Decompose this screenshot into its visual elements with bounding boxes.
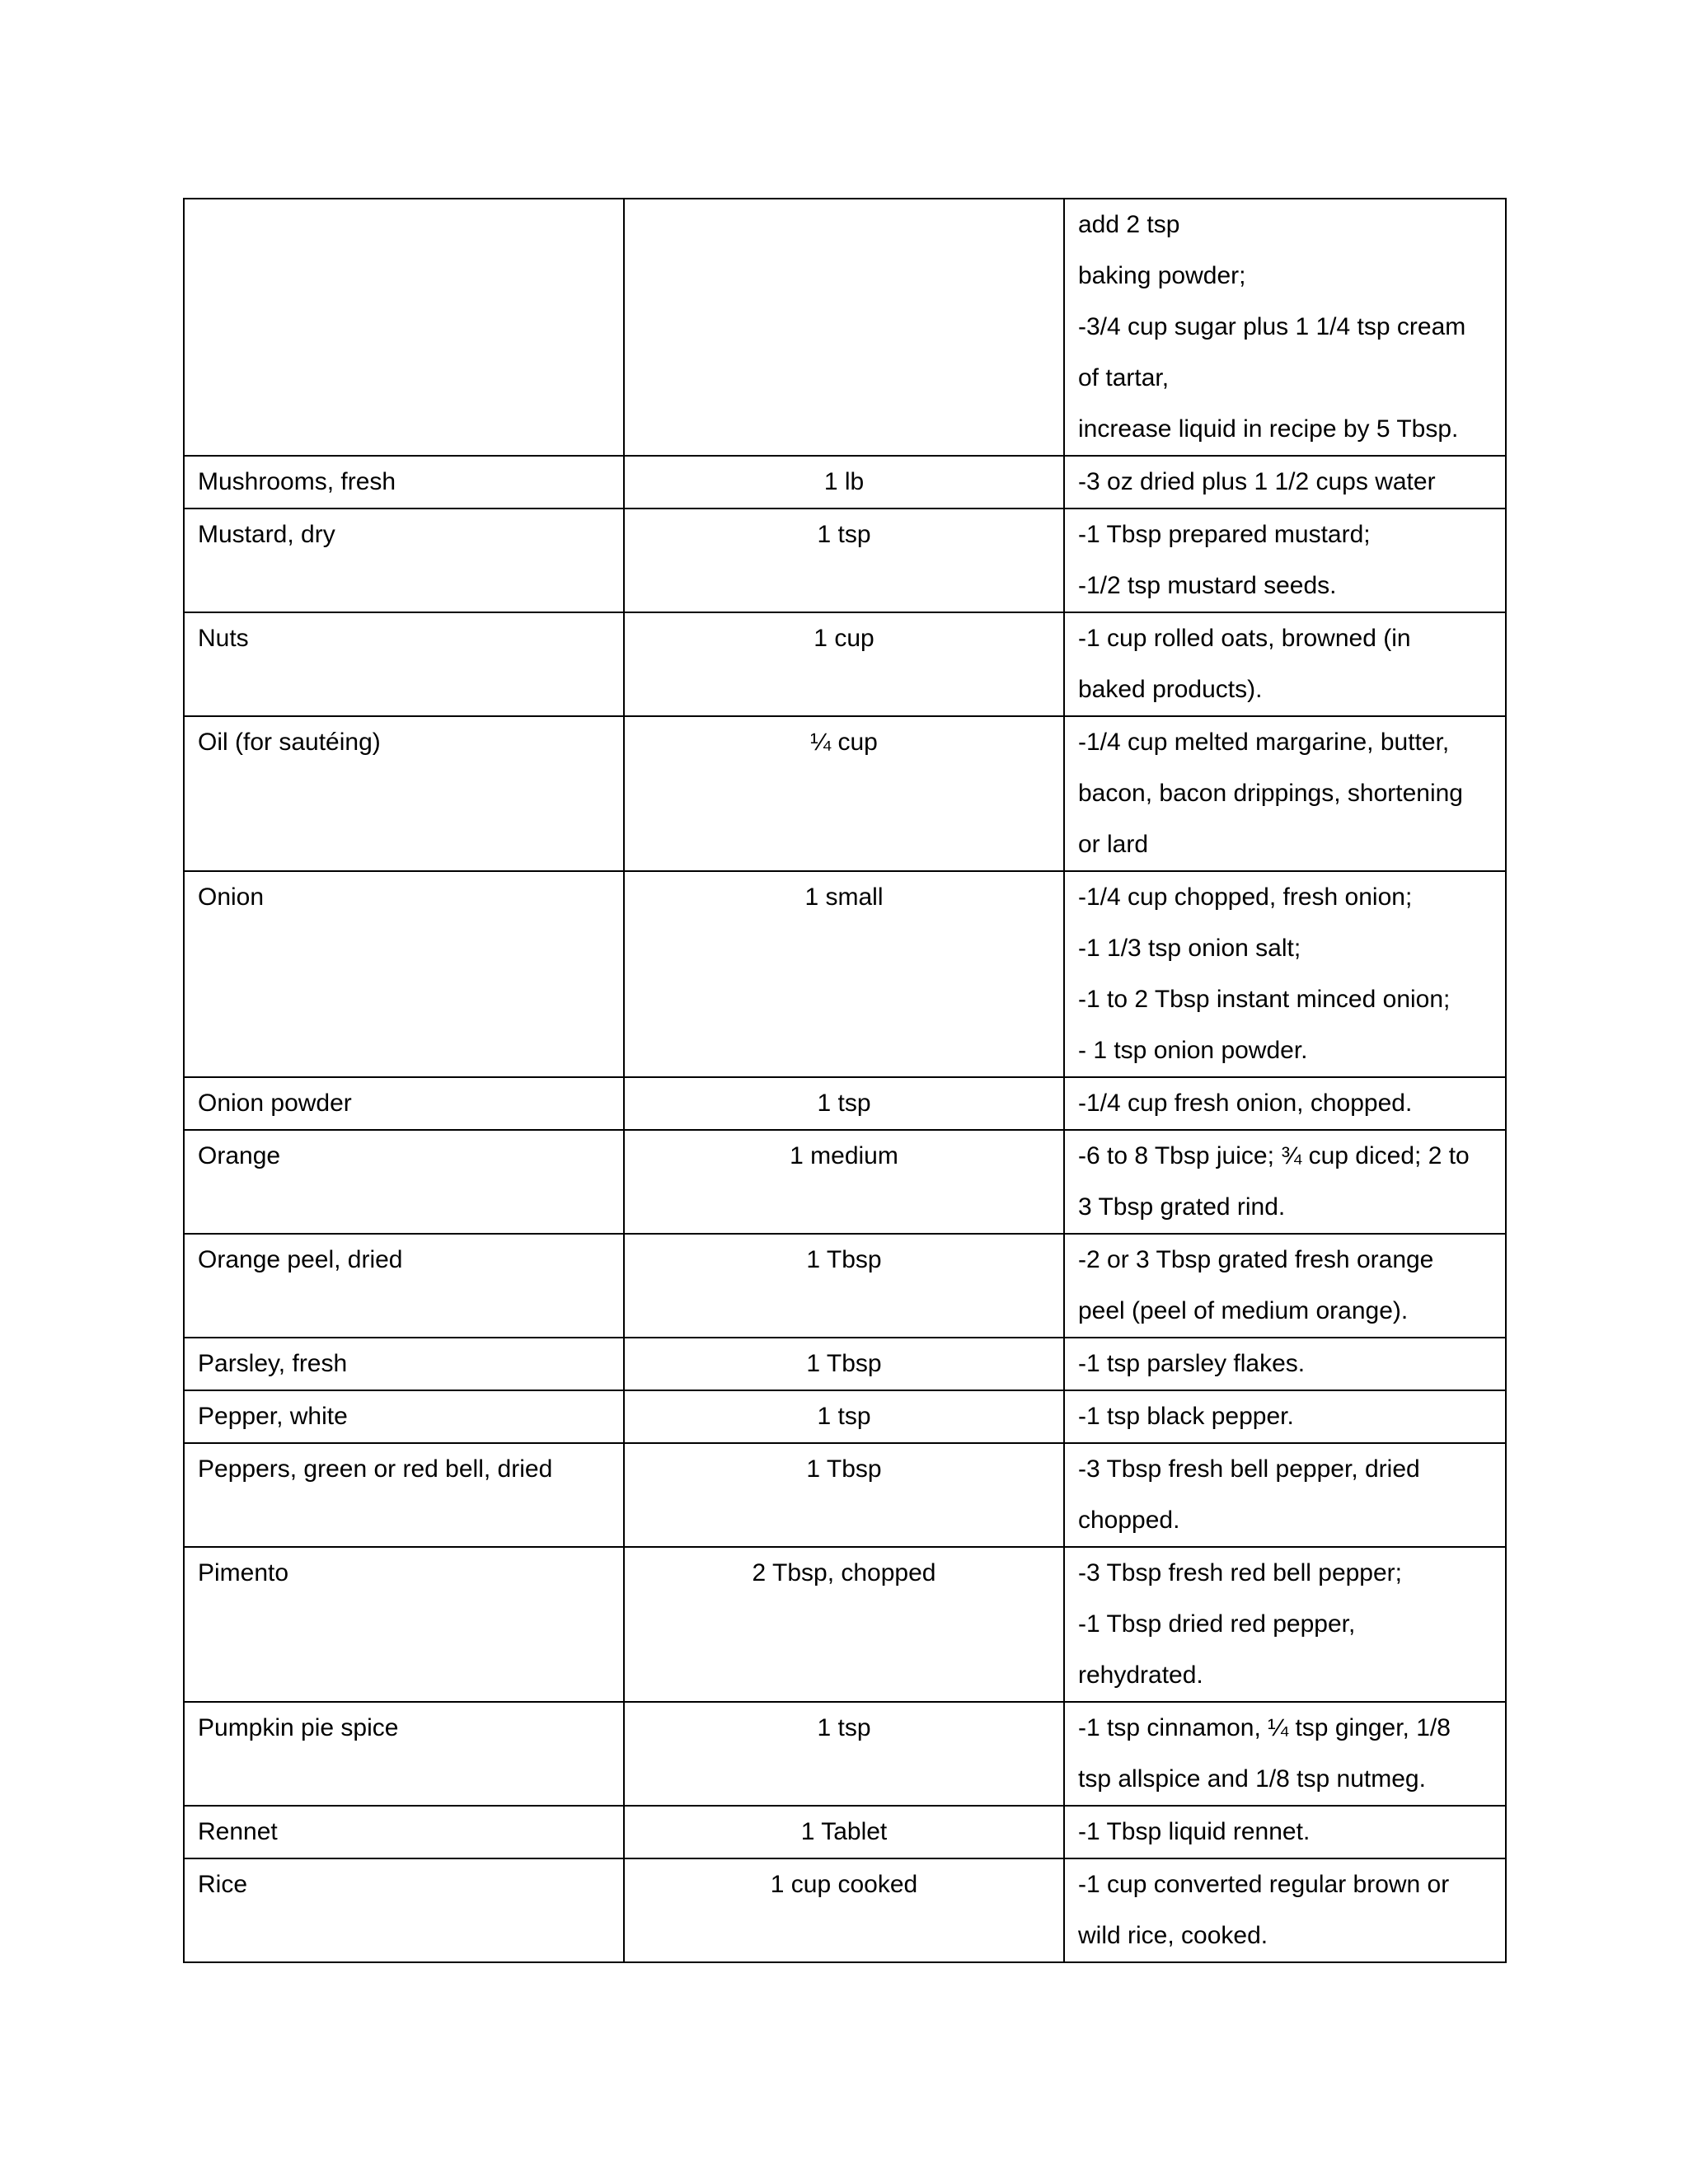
amount-cell: 1 medium	[624, 1130, 1064, 1234]
ingredient-cell: Rennet	[184, 1806, 624, 1858]
table-row	[184, 1443, 1506, 1547]
substitute-line: -1 1/3 tsp onion salt;	[1078, 935, 1301, 962]
substitute-line: -1 cup converted regular brown or	[1078, 1871, 1450, 1898]
substitution-table-body	[184, 199, 1506, 1962]
amount-cell: 1 lb	[624, 456, 1064, 509]
table-row	[184, 1702, 1506, 1806]
amount-cell: 1 cup cooked	[624, 1858, 1064, 1962]
substitute-line: chopped.	[1078, 1507, 1180, 1534]
substitute-cell	[1064, 1858, 1506, 1962]
amount-cell: 1 tsp	[624, 1390, 1064, 1443]
substitute-cell	[1064, 1547, 1506, 1702]
substitute-line: -1 Tbsp liquid rennet.	[1078, 1818, 1311, 1845]
ingredient-cell: Orange	[184, 1130, 624, 1234]
substitute-line: -1 tsp black pepper.	[1078, 1403, 1294, 1430]
substitute-line: -3 Tbsp fresh red bell pepper;	[1078, 1559, 1403, 1586]
substitute-line: 3 Tbsp grated rind.	[1078, 1193, 1286, 1221]
amount-cell: 1 Tablet	[624, 1806, 1064, 1858]
table-row	[184, 1858, 1506, 1962]
amount-cell: 1 Tbsp	[624, 1234, 1064, 1338]
table-row	[184, 612, 1506, 716]
table-row	[184, 716, 1506, 871]
ingredient-cell: Rice	[184, 1858, 624, 1962]
substitute-line: baked products).	[1078, 676, 1263, 703]
table-row	[184, 456, 1506, 509]
table-row	[184, 1077, 1506, 1130]
substitute-cell	[1064, 1390, 1506, 1443]
substitute-cell	[1064, 1130, 1506, 1234]
substitute-line: -1/4 cup fresh onion, chopped.	[1078, 1090, 1413, 1117]
substitute-line: -6 to 8 Tbsp juice; ¾ cup diced; 2 to	[1078, 1142, 1470, 1169]
amount-cell: 1 cup	[624, 612, 1064, 716]
ingredient-cell: Pimento	[184, 1547, 624, 1702]
substitute-cell	[1064, 1338, 1506, 1390]
table-row	[184, 1806, 1506, 1858]
substitute-line: or lard	[1078, 831, 1149, 858]
substitute-line: baking powder;	[1078, 262, 1246, 289]
substitute-line: -1 Tbsp dried red pepper,	[1078, 1610, 1356, 1638]
substitute-line: wild rice, cooked.	[1078, 1922, 1268, 1949]
substitute-cell	[1064, 612, 1506, 716]
substitute-cell	[1064, 716, 1506, 871]
amount-cell: 1 small	[624, 871, 1064, 1077]
ingredient-cell	[184, 199, 624, 456]
table-row	[184, 1130, 1506, 1234]
table-row	[184, 871, 1506, 1077]
amount-cell: ¼ cup	[624, 716, 1064, 871]
amount-cell: 1 tsp	[624, 1077, 1064, 1130]
substitute-cell	[1064, 1806, 1506, 1858]
substitute-cell	[1064, 456, 1506, 509]
table-row	[184, 1390, 1506, 1443]
substitute-line: -1/2 tsp mustard seeds.	[1078, 572, 1337, 599]
ingredient-cell: Orange peel, dried	[184, 1234, 624, 1338]
amount-cell: 1 Tbsp	[624, 1338, 1064, 1390]
ingredient-cell: Mustard, dry	[184, 509, 624, 612]
substitute-line: -2 or 3 Tbsp grated fresh orange	[1078, 1246, 1434, 1273]
substitute-line: -1 tsp parsley flakes.	[1078, 1350, 1306, 1377]
substitute-cell	[1064, 1234, 1506, 1338]
table-row	[184, 509, 1506, 612]
substitute-line: - 1 tsp onion powder.	[1078, 1037, 1308, 1064]
amount-cell: 1 Tbsp	[624, 1443, 1064, 1547]
table-row	[184, 1338, 1506, 1390]
ingredient-cell: Oil (for sautéing)	[184, 716, 624, 871]
table-row	[184, 199, 1506, 456]
ingredient-cell: Onion powder	[184, 1077, 624, 1130]
substitute-line: -1/4 cup melted margarine, butter,	[1078, 729, 1450, 756]
substitute-line: rehydrated.	[1078, 1661, 1203, 1689]
substitute-cell	[1064, 1443, 1506, 1547]
substitute-line: -1/4 cup chopped, fresh onion;	[1078, 883, 1413, 911]
substitute-line: add 2 tsp	[1078, 211, 1180, 238]
ingredient-cell: Mushrooms, fresh	[184, 456, 624, 509]
substitute-cell	[1064, 1702, 1506, 1806]
substitution-table	[183, 198, 1507, 1963]
amount-cell: 1 tsp	[624, 509, 1064, 612]
substitute-cell	[1064, 509, 1506, 612]
ingredient-cell: Peppers, green or red bell, dried	[184, 1443, 624, 1547]
substitute-line: of tartar,	[1078, 364, 1170, 391]
substitute-line: -1 tsp cinnamon, ¼ tsp ginger, 1/8	[1078, 1714, 1451, 1741]
substitute-line: -3 oz dried plus 1 1/2 cups water	[1078, 468, 1436, 495]
ingredient-cell: Onion	[184, 871, 624, 1077]
ingredient-cell: Nuts	[184, 612, 624, 716]
table-row	[184, 1547, 1506, 1702]
substitute-line: peel (peel of medium orange).	[1078, 1297, 1409, 1324]
amount-cell: 2 Tbsp, chopped	[624, 1547, 1064, 1702]
substitute-line: -1 to 2 Tbsp instant minced onion;	[1078, 986, 1451, 1013]
ingredient-cell: Pumpkin pie spice	[184, 1702, 624, 1806]
substitute-cell	[1064, 871, 1506, 1077]
substitute-line: increase liquid in recipe by 5 Tbsp.	[1078, 415, 1459, 443]
ingredient-cell: Parsley, fresh	[184, 1338, 624, 1390]
table-row	[184, 1234, 1506, 1338]
substitute-line: tsp allspice and 1/8 tsp nutmeg.	[1078, 1765, 1426, 1793]
substitute-line: -3 Tbsp fresh bell pepper, dried	[1078, 1455, 1420, 1483]
amount-cell: 1 tsp	[624, 1702, 1064, 1806]
ingredient-cell: Pepper, white	[184, 1390, 624, 1443]
substitute-cell	[1064, 1077, 1506, 1130]
substitute-line: -1 cup rolled oats, browned (in	[1078, 625, 1411, 652]
substitute-line: -1 Tbsp prepared mustard;	[1078, 521, 1371, 548]
substitute-line: bacon, bacon drippings, shortening	[1078, 780, 1463, 807]
substitute-cell	[1064, 199, 1506, 456]
amount-cell	[624, 199, 1064, 456]
substitute-line: -3/4 cup sugar plus 1 1/4 tsp cream	[1078, 313, 1466, 340]
